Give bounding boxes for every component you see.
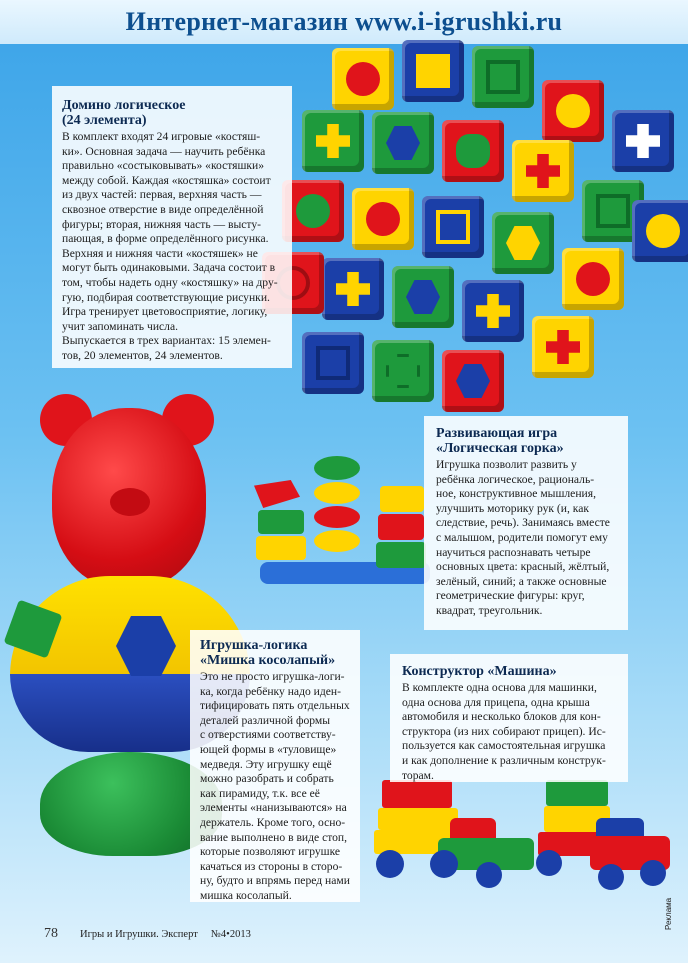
mashina-text: В комплекте одна основа для машинки, одна основа для прицепа, одна крыша автомобиля и несколько блоков для кон- структора (из них собирают прицеп). Ис- пользуется как самостоятельная игрушка и как дополнение к различным конструк- торам. — [402, 681, 606, 782]
magazine-issue: Игры и Игрушки. Эксперт №4•2013 — [80, 929, 251, 940]
page-title: Интернет-магазин www.i-igrushki.ru — [125, 7, 563, 36]
page-number: 78 — [44, 926, 58, 941]
logic-slide-toy-image — [250, 452, 440, 602]
mishka-description-panel — [190, 630, 360, 902]
domino-description-panel — [52, 86, 292, 368]
advertisement-label: Реклама — [664, 897, 673, 930]
domino-title: Домино логическое (24 элемента) — [62, 98, 186, 128]
gorka-text: Игрушка позволит развить у ребёнка логическое, рациональ- ное, конструктивное мышления, улучшить моторику рук (и, как следствие, речь). Занимаясь вместе с малышом, родители помогут ему научиться распознавать четыре основных цвета: красный, жёлтый, зелёный, синий; а также основные геометрические фигуры: круг, квадрат, треугольник. — [436, 458, 610, 617]
domino-toy-image — [262, 40, 688, 440]
gorka-description-panel — [424, 416, 628, 630]
constructor-car-toy-image — [368, 770, 678, 910]
domino-text: В комплект входят 24 игровые «костяш- ки». Основная задача — научить ребёнка правильно «состыковывать» «костяшки» между собой. Каждая «костяшка» состоит из двух частей: первая, верхняя часть — сквозное отверстие в виде определённой фигуры; вторая, нижняя часть — высту- пающая, в форме определённого рисунка. Верхняя и нижняя части «костяшек» не могут быть одинаковыми. Задача состоит в том, чтобы надеть одну «костяшку» на дру- гую, подбирая соответствующие рисунки. Игра тренирует цветовосприятие, логику, учит запоминать числа. Выпускается в трех вариантах: 15 элемен- тов, 20 элементов, 24 элементов. — [62, 130, 278, 362]
gorka-title: Развивающая игра «Логическая горка» — [436, 426, 564, 456]
mashina-description-panel — [390, 654, 628, 782]
mishka-text: Это не просто игрушка-логи- ка, когда ребёнку надо иден- тифицировать пять отдельных деталей различной формы с отверстиями соответству- ющей формы в «туловище» медведя. Эту игрушку ещё можно разобрать и собрать как пирамиду, т.к. все её элементы «нанизываются» на держатель. Кроме того, осно- вание выполнено в виде стоп, которые позволяют игрушке качаться из стороны в сторо- ну, будто и впрямь перед нами мишка косолапый. — [200, 670, 350, 902]
mashina-title: Конструктор «Машина» — [402, 664, 557, 679]
mishka-title: Игрушка-логика «Мишка косолапый» — [200, 638, 336, 668]
page-header — [0, 0, 688, 44]
